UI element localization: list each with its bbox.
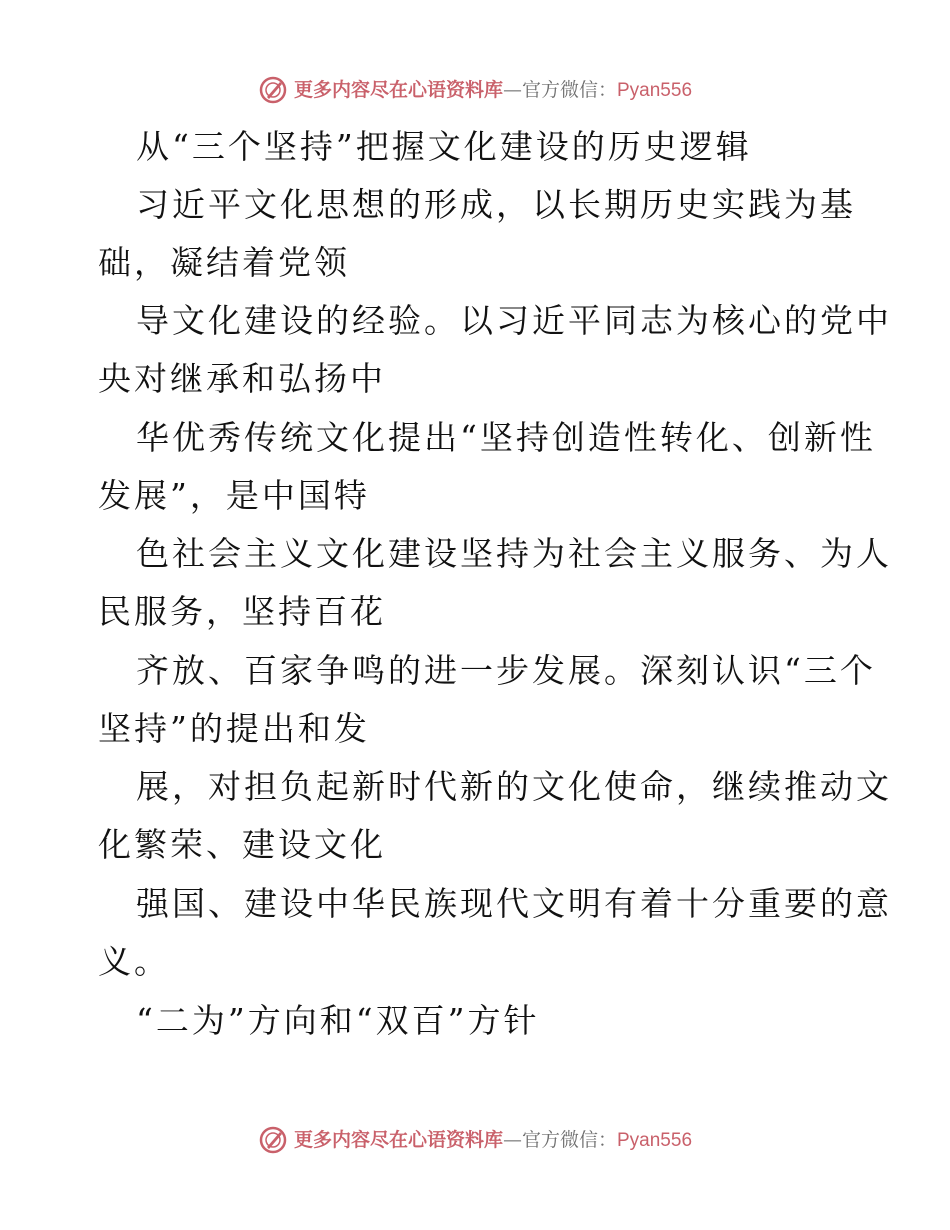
header-watermark <box>0 70 950 110</box>
pen-nib-circle-icon <box>258 75 288 105</box>
paragraph-line: 华优秀传统文化提出“坚持创造性转化、创新性 <box>136 418 876 457</box>
watermark-text <box>293 1128 693 1151</box>
footer-watermark <box>0 1120 950 1160</box>
paragraph-line: 色社会主义文化建设坚持为社会主义服务、为人 <box>136 534 892 573</box>
paragraph-line: 齐放、百家争鸣的进一步发展。深刻认识“三个 <box>136 651 876 690</box>
paragraph-line: 础，凝结着党领 <box>98 243 350 282</box>
watermark-dash: — <box>502 78 522 101</box>
paragraph-line: 展，对担负起新时代新的文化使命，继续推动文 <box>136 767 892 806</box>
watermark-sub-text: 官方微信： <box>521 1128 617 1151</box>
section-heading: “二为”方向和“双百”方针 <box>136 1001 540 1040</box>
watermark-account-id: Pyan556 <box>617 1129 693 1151</box>
watermark-main-text: 更多内容尽在心语资料库 <box>293 1128 503 1151</box>
paragraph-line: 央对继承和弘扬中 <box>98 359 386 398</box>
watermark-dash: — <box>502 1128 522 1151</box>
watermark-text <box>293 78 693 101</box>
paragraph-line: 发展”，是中国特 <box>98 476 370 515</box>
paragraph-line: 义。 <box>98 942 170 981</box>
paragraph-line: 坚持”的提出和发 <box>98 709 370 748</box>
paragraph-line: 民服务，坚持百花 <box>98 592 386 631</box>
watermark-sub-text: 官方微信： <box>521 78 617 101</box>
paragraph-line: 导文化建设的经验。以习近平同志为核心的党中 <box>136 301 892 340</box>
watermark-account-id: Pyan556 <box>617 79 693 101</box>
paragraph-line: 强国、建设中华民族现代文明有着十分重要的意 <box>136 884 892 923</box>
document-title: 从“三个坚持”把握文化建设的历史逻辑 <box>136 127 752 166</box>
paragraph-line: 化繁荣、建设文化 <box>98 825 386 864</box>
pen-nib-circle-icon <box>258 1125 288 1155</box>
watermark-main-text: 更多内容尽在心语资料库 <box>293 78 503 101</box>
paragraph-line: 习近平文化思想的形成，以长期历史实践为基 <box>136 185 856 224</box>
